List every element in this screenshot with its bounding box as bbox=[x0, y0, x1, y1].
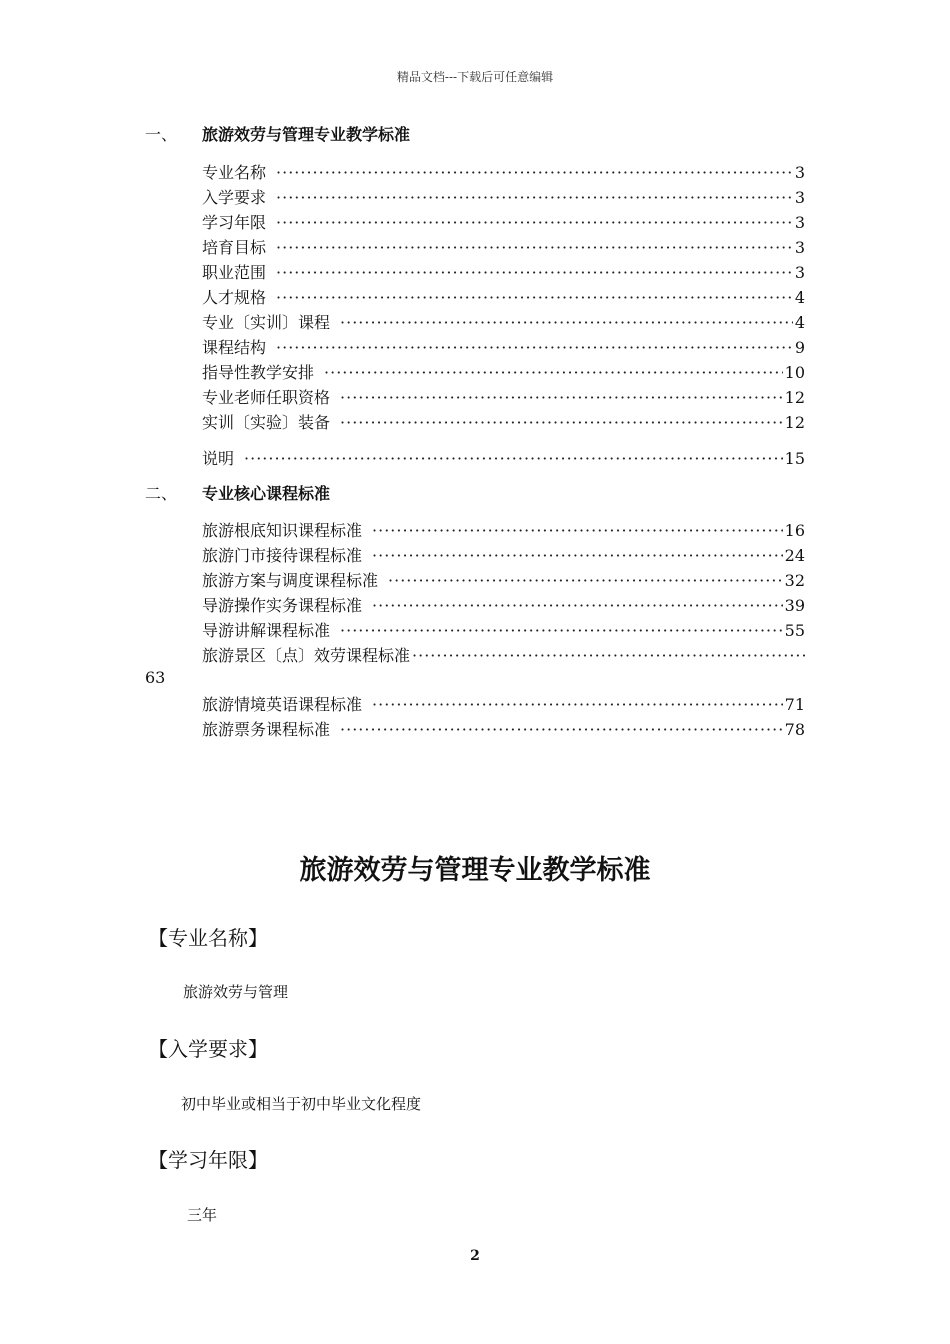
toc-entry-label: 旅游情境英语课程标准 bbox=[202, 695, 363, 714]
toc-entry-page: 32 bbox=[784, 571, 805, 590]
toc-entry-page: 4 bbox=[794, 313, 805, 332]
toc-entry[interactable] bbox=[202, 335, 805, 359]
toc-section-2 bbox=[145, 481, 330, 504]
toc-entry[interactable] bbox=[202, 210, 805, 234]
toc-entry[interactable] bbox=[202, 185, 805, 209]
toc-entry-label: 课程结构 bbox=[202, 338, 267, 357]
toc-leader-dots bbox=[340, 388, 783, 407]
toc-section-2-title: 专业核心课程标准 bbox=[202, 484, 331, 503]
toc-entry-page: 10 bbox=[784, 363, 805, 382]
toc-entry-page: 9 bbox=[794, 338, 805, 357]
toc-leader-dots bbox=[276, 263, 793, 282]
toc-entry-label: 培育目标 bbox=[202, 238, 267, 257]
section-heading: 【入学要求】 bbox=[148, 1037, 268, 1061]
toc-leader-dots bbox=[276, 213, 793, 232]
toc-leader-dots bbox=[276, 163, 793, 182]
toc-leader-dots bbox=[412, 646, 805, 665]
toc-entry[interactable] bbox=[202, 618, 805, 642]
toc-entry[interactable] bbox=[202, 643, 805, 667]
toc-entry-label: 指导性教学安排 bbox=[202, 363, 315, 382]
page-number: 2 bbox=[470, 1248, 480, 1264]
toc-entry[interactable] bbox=[202, 235, 805, 259]
toc-entry-page: 16 bbox=[784, 521, 805, 540]
toc-entry-page-wrapped: 63 bbox=[145, 668, 166, 687]
toc-entry[interactable] bbox=[202, 692, 805, 716]
toc-entry[interactable] bbox=[202, 160, 805, 184]
toc-leader-dots bbox=[388, 571, 783, 590]
toc-section-1-number: 一、 bbox=[145, 125, 178, 144]
toc-entry-label: 导游讲解课程标准 bbox=[202, 621, 331, 640]
toc-entry-label: 专业〔实训〕课程 bbox=[202, 313, 331, 332]
toc-entry-label: 旅游方案与调度课程标准 bbox=[202, 571, 379, 590]
toc-entry-page: 71 bbox=[784, 695, 805, 714]
toc-entry[interactable] bbox=[202, 543, 805, 567]
toc-leader-dots bbox=[372, 521, 783, 540]
toc-entry[interactable] bbox=[202, 568, 805, 592]
toc-entry-label: 人才规格 bbox=[202, 288, 267, 307]
toc-leader-dots bbox=[276, 188, 793, 207]
toc-entry[interactable] bbox=[202, 410, 805, 434]
toc-entry[interactable] bbox=[202, 518, 805, 542]
toc-entry-label: 说明 bbox=[202, 449, 235, 468]
toc-entry-page: 55 bbox=[784, 621, 805, 640]
section-heading: 【专业名称】 bbox=[148, 926, 268, 950]
toc-entry[interactable] bbox=[202, 310, 805, 334]
toc-entry-label: 旅游景区〔点〕效劳课程标准 bbox=[202, 646, 411, 665]
toc-section-1-title: 旅游效劳与管理专业教学标准 bbox=[202, 125, 411, 144]
toc-entry-page: 24 bbox=[784, 546, 805, 565]
toc-section-2-number: 二、 bbox=[145, 484, 178, 503]
toc-entry-label: 实训〔实验〕装备 bbox=[202, 413, 331, 432]
toc-entry-page: 78 bbox=[784, 720, 805, 739]
toc-entry-page: 3 bbox=[794, 188, 805, 207]
toc-entry[interactable] bbox=[202, 285, 805, 309]
toc-entry-label: 入学要求 bbox=[202, 188, 267, 207]
toc-entry-label: 专业名称 bbox=[202, 163, 267, 182]
toc-entry-label: 旅游根底知识课程标准 bbox=[202, 521, 363, 540]
toc-leader-dots bbox=[340, 621, 783, 640]
toc-entry-label: 学习年限 bbox=[202, 213, 267, 232]
toc-entry-page: 3 bbox=[794, 238, 805, 257]
toc-leader-dots bbox=[340, 313, 793, 332]
toc-entry[interactable] bbox=[202, 260, 805, 284]
toc-leader-dots bbox=[372, 596, 783, 615]
toc-leader-dots bbox=[276, 288, 793, 307]
toc-entry-label: 旅游门市接待课程标准 bbox=[202, 546, 363, 565]
toc-entry-label: 职业范围 bbox=[202, 263, 267, 282]
toc-entry-label: 旅游票务课程标准 bbox=[202, 720, 331, 739]
toc-leader-dots bbox=[276, 238, 793, 257]
toc-leader-dots bbox=[324, 363, 783, 382]
toc-entry[interactable] bbox=[202, 446, 805, 470]
toc-entry-page: 39 bbox=[784, 596, 805, 615]
toc-entry-page: 3 bbox=[794, 263, 805, 282]
toc-entry-page: 3 bbox=[794, 213, 805, 232]
toc-entry[interactable] bbox=[202, 593, 805, 617]
toc-section-1 bbox=[145, 122, 410, 145]
toc-entry-page: 15 bbox=[784, 449, 805, 468]
toc-entry-page: 4 bbox=[794, 288, 805, 307]
section-body: 初中毕业或相当于初中毕业文化程度 bbox=[181, 1095, 422, 1113]
toc-leader-dots bbox=[340, 720, 783, 739]
toc-entry-page: 12 bbox=[784, 413, 805, 432]
toc-entry[interactable] bbox=[202, 717, 805, 741]
toc-entry-label: 导游操作实务课程标准 bbox=[202, 596, 363, 615]
toc-entry[interactable] bbox=[202, 385, 805, 409]
toc-entry-page: 3 bbox=[794, 163, 805, 182]
page-header: 精品文档---下载后可任意编辑 bbox=[396, 70, 554, 84]
toc-leader-dots bbox=[276, 338, 793, 357]
toc-leader-dots bbox=[372, 546, 783, 565]
section-heading: 【学习年限】 bbox=[148, 1148, 268, 1172]
section-body: 旅游效劳与管理 bbox=[183, 983, 289, 1001]
document-title: 旅游效劳与管理专业教学标准 bbox=[299, 855, 651, 886]
toc-leader-dots bbox=[372, 695, 783, 714]
toc-entry[interactable] bbox=[202, 360, 805, 384]
toc-entry-page: 12 bbox=[784, 388, 805, 407]
toc-leader-dots bbox=[340, 413, 783, 432]
toc-entry-label: 专业老师任职资格 bbox=[202, 388, 331, 407]
toc-leader-dots bbox=[244, 449, 783, 468]
section-body: 三年 bbox=[187, 1206, 218, 1224]
